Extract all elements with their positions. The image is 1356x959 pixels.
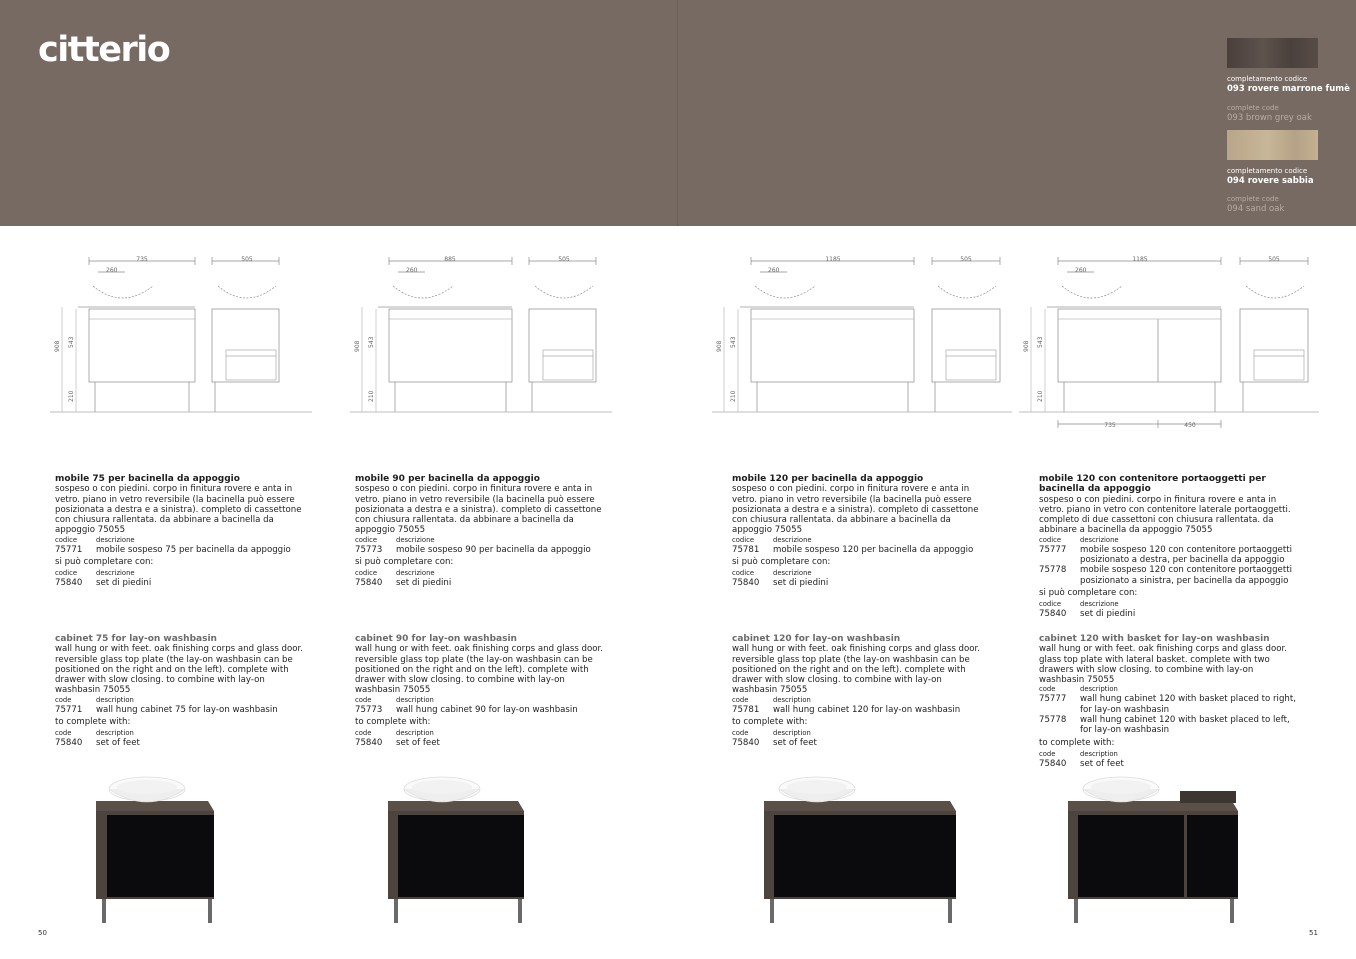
dim-cabinet-height: 543 bbox=[730, 336, 737, 348]
code-label: code bbox=[355, 695, 372, 704]
dim-depth: 505 bbox=[241, 256, 253, 263]
finish-swatch-094 bbox=[1227, 130, 1318, 160]
dim-width: 1185 bbox=[825, 256, 841, 263]
spec-description-en: wall hung or with feet. oak finishing corps and glass door. reversible glass top plate (the lay-on washbasin can be positioned on the right and on the left). complete with drawer with slow closing. to combine with lay-on washbasin 75055 bbox=[355, 644, 603, 696]
spec-title-en: cabinet 90 for lay-on washbasin bbox=[355, 634, 517, 644]
finish-094-en bbox=[1227, 194, 1284, 214]
complete-item-text: set di piedini bbox=[396, 578, 452, 589]
complete-item-code: 75840 bbox=[1039, 758, 1067, 769]
complete-label-it: si può completare con: bbox=[1039, 587, 1138, 598]
header-band bbox=[0, 0, 1356, 226]
finish-094-value-en: 094 sand oak bbox=[1227, 204, 1285, 214]
code-label: code bbox=[55, 729, 72, 738]
item-text: wall hung cabinet 120 with basket placed to right, for lay-on washbasin bbox=[1080, 694, 1296, 715]
spec-title-en: cabinet 75 for lay-on washbasin bbox=[55, 634, 217, 644]
dim-basin-offset: 260 bbox=[1075, 267, 1087, 274]
product-photo-4 bbox=[1064, 775, 1244, 929]
item-text: wall hung cabinet 120 for lay-on washbasin bbox=[773, 704, 961, 715]
dim-cabinet-height: 543 bbox=[368, 336, 375, 348]
dim-depth: 505 bbox=[558, 256, 570, 263]
code-label: codice bbox=[1039, 600, 1062, 609]
technical-drawing-4 bbox=[1019, 252, 1319, 432]
desc-label: descrizione bbox=[773, 569, 812, 578]
product-spec-4 bbox=[1039, 474, 1301, 620]
code-label: code bbox=[355, 729, 372, 738]
dim-leg-height: 210 bbox=[68, 390, 75, 402]
dim-bottom-left: 735 bbox=[1104, 422, 1116, 429]
dim-total-height: 908 bbox=[54, 340, 61, 352]
code-label: codice bbox=[732, 535, 755, 544]
dim-cabinet-height: 543 bbox=[1037, 336, 1044, 348]
finish-094-label-en: complete code bbox=[1227, 195, 1279, 203]
code-label: code bbox=[732, 729, 749, 738]
dim-basin-offset: 260 bbox=[768, 267, 780, 274]
item-code: 75777 bbox=[1039, 544, 1067, 555]
item-code: 75771 bbox=[55, 704, 83, 715]
product-spec-2 bbox=[355, 474, 610, 589]
item-text: mobile sospeso 75 per bacinella da appoggio bbox=[96, 544, 291, 555]
dim-leg-height: 210 bbox=[730, 390, 737, 402]
complete-item-text: set of feet bbox=[96, 738, 140, 749]
item-code: 75773 bbox=[355, 704, 383, 715]
code-label: code bbox=[732, 695, 749, 704]
spec-description-it: sospeso o con piedini. corpo in finitura rovere e anta in vetro. piano in vetro reversibile (la bacinella può essere posizionata a destra e a sinistra). completo di cassettone con chiusura rallentata. da abbinare a bacinella da appoggio 75055 bbox=[55, 484, 302, 536]
complete-item-code: 75840 bbox=[355, 578, 383, 589]
finish-093-it bbox=[1227, 74, 1350, 94]
item-code: 75771 bbox=[55, 544, 83, 555]
complete-item-text: set di piedini bbox=[96, 578, 152, 589]
finish-093-en bbox=[1227, 103, 1312, 123]
spec-description-en: wall hung or with feet. oak finishing corps and glass door. reversible glass top plate (the lay-on washbasin can be positioned on the right and on the left). complete with drawer with slow closing. to combine with lay-on washbasin 75055 bbox=[55, 644, 303, 696]
spec-title-it: mobile 75 per bacinella da appoggio bbox=[55, 474, 240, 484]
code-label: code bbox=[55, 695, 72, 704]
product-spec-4-en bbox=[1039, 634, 1301, 769]
complete-item-text: set of feet bbox=[1080, 758, 1124, 769]
finish-swatch-093 bbox=[1227, 38, 1318, 68]
complete-label-en: to complete with: bbox=[1039, 737, 1115, 748]
item-code: 75778 bbox=[1039, 715, 1067, 726]
item-code: 75773 bbox=[355, 544, 383, 555]
dim-total-height: 908 bbox=[716, 340, 723, 352]
complete-item-code: 75840 bbox=[55, 578, 83, 589]
complete-item-code: 75840 bbox=[1039, 609, 1067, 620]
item-code: 75777 bbox=[1039, 694, 1067, 705]
dim-width: 885 bbox=[444, 256, 456, 263]
spec-title-it: mobile 120 per bacinella da appoggio bbox=[732, 474, 924, 484]
complete-item-text: set di piedini bbox=[773, 578, 829, 589]
item-code: 75781 bbox=[732, 704, 760, 715]
complete-item-text: set di piedini bbox=[1080, 609, 1136, 620]
complete-label-it: si può completare con: bbox=[732, 557, 831, 568]
dim-depth: 505 bbox=[1268, 256, 1280, 263]
product-spec-1-en bbox=[55, 634, 310, 749]
dim-width: 1185 bbox=[1132, 256, 1148, 263]
spec-description-it: sospeso o con piedini. corpo in finitura rovere e anta in vetro. piano in vetro con contenitore laterale portaoggetti. completo di due cassettoni con chiusura rallentata. da abbinare a bacinella da appoggio 75055 bbox=[1039, 494, 1291, 536]
code-label: codice bbox=[55, 535, 78, 544]
spec-title-en: cabinet 120 for lay-on washbasin bbox=[732, 634, 901, 644]
spec-description-en: wall hung or with feet. oak finishing corps and glass door. reversible glass top plate (the lay-on washbasin can be positioned on the right and on the left). complete with drawer with slow closing. to combine with lay-on washbasin 75055 bbox=[732, 644, 980, 696]
complete-label-en: to complete with: bbox=[355, 717, 431, 728]
complete-label-it: si può completare con: bbox=[55, 557, 154, 568]
desc-label: descrizione bbox=[773, 535, 812, 544]
product-photo-1 bbox=[90, 775, 220, 929]
finish-093-value-en: 093 brown grey oak bbox=[1227, 113, 1312, 123]
dim-depth: 505 bbox=[960, 256, 972, 263]
finish-094-it bbox=[1227, 166, 1314, 186]
dim-basin-offset: 260 bbox=[406, 267, 418, 274]
spec-title-en: cabinet 120 with basket for lay-on washbasin bbox=[1039, 634, 1270, 644]
desc-label: descrizione bbox=[96, 569, 135, 578]
item-text: wall hung cabinet 75 for lay-on washbasin bbox=[96, 704, 278, 715]
dim-total-height: 908 bbox=[1023, 340, 1030, 352]
desc-label: descrizione bbox=[396, 535, 435, 544]
item-text: mobile sospeso 120 per bacinella da appoggio bbox=[773, 544, 974, 555]
dim-cabinet-height: 543 bbox=[68, 336, 75, 348]
dim-total-height: 908 bbox=[354, 340, 361, 352]
dim-leg-height: 210 bbox=[1037, 390, 1044, 402]
page-number-left: 50 bbox=[38, 929, 47, 937]
complete-label-it: si può completare con: bbox=[355, 557, 454, 568]
complete-label-en: to complete with: bbox=[732, 717, 808, 728]
finish-094-label-it: completamento codice bbox=[1227, 167, 1308, 175]
spec-title-it: mobile 120 con contenitore portaoggetti per bacinella da appoggio bbox=[1039, 474, 1266, 495]
dim-width: 735 bbox=[136, 256, 148, 263]
desc-label: description bbox=[1080, 685, 1118, 694]
desc-label: description bbox=[96, 695, 134, 704]
product-spec-1 bbox=[55, 474, 310, 589]
technical-drawing-1 bbox=[50, 252, 312, 432]
product-spec-3 bbox=[732, 474, 987, 589]
complete-item-text: set of feet bbox=[396, 738, 440, 749]
item-code: 75778 bbox=[1039, 565, 1067, 576]
item-code: 75781 bbox=[732, 544, 760, 555]
desc-label: descrizione bbox=[1080, 535, 1119, 544]
item-text: mobile sospeso 90 per bacinella da appoggio bbox=[396, 544, 591, 555]
product-photo-2 bbox=[384, 775, 529, 929]
technical-drawing-2 bbox=[350, 252, 612, 432]
complete-label-en: to complete with: bbox=[55, 717, 131, 728]
dim-basin-offset: 260 bbox=[106, 267, 118, 274]
desc-label: description bbox=[773, 695, 811, 704]
item-text: mobile sospeso 120 con contenitore portaoggetti posizionato a destra, per bacinella da appoggio bbox=[1080, 544, 1292, 566]
code-label: codice bbox=[355, 569, 378, 578]
complete-item-code: 75840 bbox=[732, 738, 760, 749]
item-text: mobile sospeso 120 con contenitore portaoggetti posizionato a sinistra, per bacinella da appoggio bbox=[1080, 565, 1292, 586]
code-label: codice bbox=[55, 569, 78, 578]
finish-093-label-it: completamento codice bbox=[1227, 75, 1308, 83]
item-text: wall hung cabinet 120 with basket placed to left, for lay-on washbasin bbox=[1080, 715, 1290, 736]
spec-title-it: mobile 90 per bacinella da appoggio bbox=[355, 474, 540, 484]
complete-item-code: 75840 bbox=[732, 578, 760, 589]
finish-093-label-en: complete code bbox=[1227, 104, 1279, 112]
spec-description-it: sospeso o con piedini. corpo in finitura rovere e anta in vetro. piano in vetro reversibile (la bacinella può essere posizionata a destra e a sinistra). completo di cassettone con chiusura rallentata. da abbinare a bacinella da appoggio 75055 bbox=[355, 484, 602, 536]
finish-094-value-it: 094 rovere sabbia bbox=[1227, 176, 1314, 186]
complete-item-code: 75840 bbox=[355, 738, 383, 749]
code-label: code bbox=[1039, 685, 1056, 694]
desc-label: description bbox=[396, 729, 434, 738]
page-gutter bbox=[677, 0, 678, 226]
code-label: code bbox=[1039, 749, 1056, 758]
brand-logo: citterio bbox=[38, 30, 170, 70]
product-spec-3-en bbox=[732, 634, 987, 749]
product-spec-2-en bbox=[355, 634, 610, 749]
complete-item-code: 75840 bbox=[55, 738, 83, 749]
desc-label: description bbox=[396, 695, 434, 704]
desc-label: description bbox=[96, 729, 134, 738]
page-number-right: 51 bbox=[1309, 929, 1318, 937]
code-label: codice bbox=[355, 535, 378, 544]
spec-description-en: wall hung or with feet. oak finishing corps and glass door. glass top plate with lateral basket. complete with two drawers with slow closing. to combine with lay-on washbasin 75055 bbox=[1039, 644, 1287, 686]
desc-label: descrizione bbox=[1080, 600, 1119, 609]
technical-drawing-3 bbox=[712, 252, 1012, 432]
desc-label: descrizione bbox=[396, 569, 435, 578]
desc-label: descrizione bbox=[96, 535, 135, 544]
complete-item-text: set of feet bbox=[773, 738, 817, 749]
product-photo-3 bbox=[760, 775, 960, 929]
dim-leg-height: 210 bbox=[368, 390, 375, 402]
finish-093-value-it: 093 rovere marrone fumè bbox=[1227, 84, 1350, 94]
dim-bottom-right: 450 bbox=[1184, 422, 1196, 429]
spec-description-it: sospeso o con piedini. corpo in finitura rovere e anta in vetro. piano in vetro reversibile (la bacinella può essere posizionata a destra e a sinistra). completo di cassettone con chiusura rallentata. da abbinare a bacinella da appoggio 75055 bbox=[732, 484, 979, 536]
desc-label: description bbox=[773, 729, 811, 738]
desc-label: description bbox=[1080, 749, 1118, 758]
code-label: codice bbox=[1039, 535, 1062, 544]
code-label: codice bbox=[732, 569, 755, 578]
item-text: wall hung cabinet 90 for lay-on washbasin bbox=[396, 704, 578, 715]
